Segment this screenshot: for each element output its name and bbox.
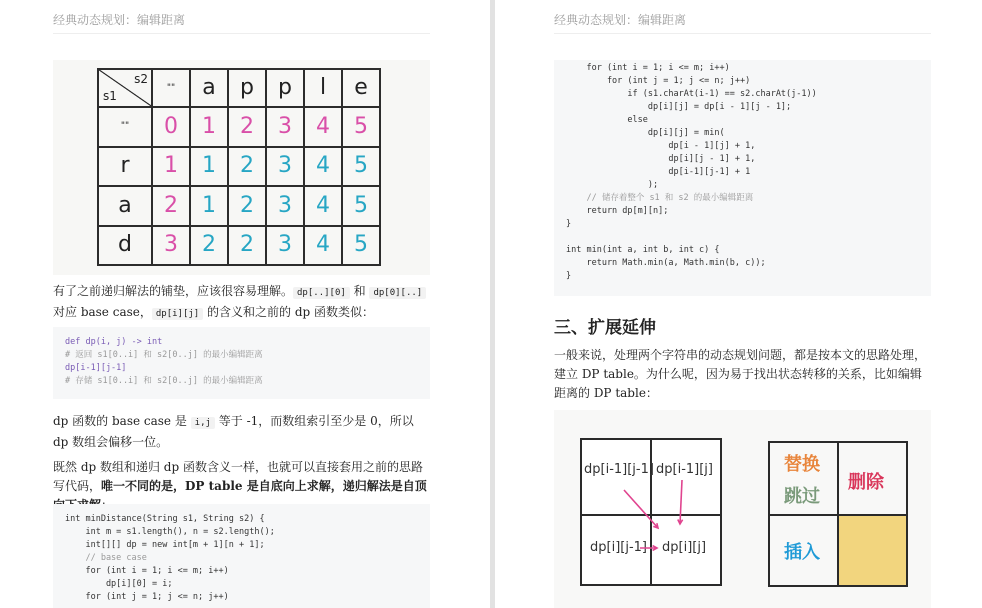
dp-table-row	[98, 107, 380, 147]
corner-s1-label: s1	[103, 89, 117, 103]
code-block-dp-meaning	[53, 327, 430, 399]
code-line: def dp(i, j) -> int	[65, 337, 163, 347]
paragraph-extension: 一般来说，处理两个字符串的动态规划问题，都是按本文的思路处理，建立 DP table。为什么呢，因为易于找出状态转移的关系，比如编辑距离的 DP table：	[554, 348, 927, 400]
dp-cell: 3	[152, 226, 190, 266]
dp-table-row	[98, 226, 380, 266]
dp-cell: 5	[342, 226, 380, 266]
dp-table-corner	[98, 69, 152, 107]
dp-cell: 4	[304, 107, 342, 147]
code-line: for (int j = 1; j <= n; j++)	[566, 76, 751, 86]
code-line: dp[i][j] = min(	[566, 128, 725, 138]
code-block-min-distance	[53, 504, 430, 608]
dp-cell: 2	[228, 107, 266, 147]
row-label: r	[98, 147, 152, 187]
code-line: # 存储 s1[0..i] 和 s2[0..j] 的最小编辑距离	[65, 376, 263, 386]
col-header: e	[342, 69, 380, 107]
operation-insert: 插入	[784, 542, 820, 563]
current-cell-fill	[839, 516, 906, 585]
section-title: 三、扩展延伸	[554, 318, 656, 338]
dp-cell: 5	[342, 107, 380, 147]
dp-transition-diagram	[554, 410, 931, 608]
code-block-dp-loop	[554, 60, 931, 296]
dp-cell: 1	[190, 107, 228, 147]
text-run: 对应 base case，	[53, 305, 152, 319]
code-line: );	[566, 180, 659, 190]
text-run: 和	[349, 284, 370, 298]
code-line: int minDistance(String s1, String s2) {	[65, 514, 265, 524]
row-label: a	[98, 186, 152, 226]
cell-dp-i-j: dp[i][j]	[662, 540, 707, 555]
cell-dp-i-j-1: dp[i][j-1]	[590, 540, 647, 555]
arrow-down	[680, 480, 682, 524]
text-run: 的含义和之前的 dp 函数类似：	[203, 305, 375, 319]
dp-table-row	[98, 186, 380, 226]
code-line: }	[566, 271, 572, 281]
code-line: if (s1.charAt(i-1) == s2.charAt(j-1))	[566, 89, 817, 99]
dp-cell: 2	[228, 186, 266, 226]
code-line: for (int j = 1; j <= n; j++)	[65, 592, 229, 602]
inline-code: i,j	[191, 417, 215, 429]
dp-cell: 1	[152, 147, 190, 187]
dp-cell: 5	[342, 186, 380, 226]
page-header: 经典动态规划：编辑距离	[554, 13, 687, 27]
dp-cell: 1	[190, 147, 228, 187]
dp-cell: 2	[190, 226, 228, 266]
dp-cell: 1	[190, 186, 228, 226]
dp-cell: 3	[266, 226, 304, 266]
arrow-diagonal	[624, 490, 658, 528]
code-line: int[][] dp = new int[m + 1][n + 1];	[65, 540, 265, 550]
code-line: int min(int a, int b, int c) {	[566, 245, 720, 255]
code-line: // base case	[65, 553, 147, 563]
inline-code: dp[i][j]	[152, 308, 203, 320]
code-line: for (int i = 1; i <= m; i++)	[65, 566, 229, 576]
code-line: # 返回 s1[0..i] 和 s2[0..j] 的最小编辑距离	[65, 350, 263, 360]
document-page-right	[495, 0, 982, 608]
code-line: dp[i][j] = dp[i - 1][j - 1];	[566, 102, 792, 112]
code-line: return dp[m][n];	[566, 206, 669, 216]
dp-table-grid	[97, 68, 381, 266]
row-label: d	[98, 226, 152, 266]
header-divider	[53, 33, 430, 34]
inline-code: dp[..][0]	[293, 287, 350, 299]
paragraph-base-case	[53, 412, 430, 452]
col-header: l	[304, 69, 342, 107]
cell-dp-i-1-j-1: dp[i-1][j-1]	[584, 462, 654, 477]
text-run: dp 函数的 base case 是	[53, 414, 191, 428]
dp-cell: 4	[304, 186, 342, 226]
dp-table-row	[98, 147, 380, 187]
text-run: 等于 -1，而数组索引至少是 0，所以 dp 数组会偏移一位。	[53, 414, 414, 449]
code-line: }	[566, 219, 572, 229]
code-line: // 储存着整个 s1 和 s2 的最小编辑距离	[566, 193, 754, 203]
code-line: dp[i-1][j-1] + 1	[566, 167, 751, 177]
dp-cell: 0	[152, 107, 190, 147]
col-header: p	[266, 69, 304, 107]
inline-code: dp[0][..]	[369, 287, 426, 299]
paragraph-dp-meaning	[53, 282, 430, 324]
dp-cell: 3	[266, 186, 304, 226]
operation-replace: 替换	[784, 454, 820, 475]
col-header-empty: ""	[152, 69, 190, 107]
text-run: 有了之前递归解法的铺垫，应该很容易理解。	[53, 284, 294, 298]
text-run: 既然 dp 数组和递归 dp 函数含义一样，也就可以直接套用之前的思路写代码，	[53, 460, 423, 493]
operation-delete: 删除	[848, 472, 884, 493]
code-line: return Math.min(a, Math.min(b, c));	[566, 258, 766, 268]
col-header: p	[228, 69, 266, 107]
dp-cell: 4	[304, 226, 342, 266]
row-label: ""	[98, 107, 152, 147]
operation-skip: 跳过	[784, 486, 820, 507]
dp-cell: 3	[266, 147, 304, 187]
page-header: 经典动态规划：编辑距离	[53, 13, 186, 27]
code-line: dp[i-1][j-1]	[65, 363, 127, 373]
document-page-left	[0, 0, 490, 608]
code-line: int m = s1.length(), n = s2.length();	[65, 527, 275, 537]
code-line: for (int i = 1; i <= m; i++)	[566, 63, 730, 73]
dp-cell: 2	[152, 186, 190, 226]
code-line: dp[i - 1][j] + 1,	[566, 141, 756, 151]
dp-cell: 4	[304, 147, 342, 187]
dp-cell: 5	[342, 147, 380, 187]
corner-s2-label: s2	[134, 72, 148, 86]
dp-cell: 2	[228, 147, 266, 187]
dp-cell: 2	[228, 226, 266, 266]
code-line: else	[566, 115, 648, 125]
code-line: dp[i][0] = i;	[65, 579, 173, 589]
dp-table-figure	[53, 60, 430, 275]
col-header: a	[190, 69, 228, 107]
cell-dp-i-1-j: dp[i-1][j]	[656, 462, 713, 477]
code-line: dp[i][j - 1] + 1,	[566, 154, 756, 164]
dp-cell: 3	[266, 107, 304, 147]
transition-arrows	[554, 410, 754, 608]
bold-text: 唯一不同的是，DP table 是自底向上求解，递归解法是自顶	[101, 479, 427, 493]
code-line	[566, 231, 817, 244]
header-divider	[554, 33, 931, 34]
